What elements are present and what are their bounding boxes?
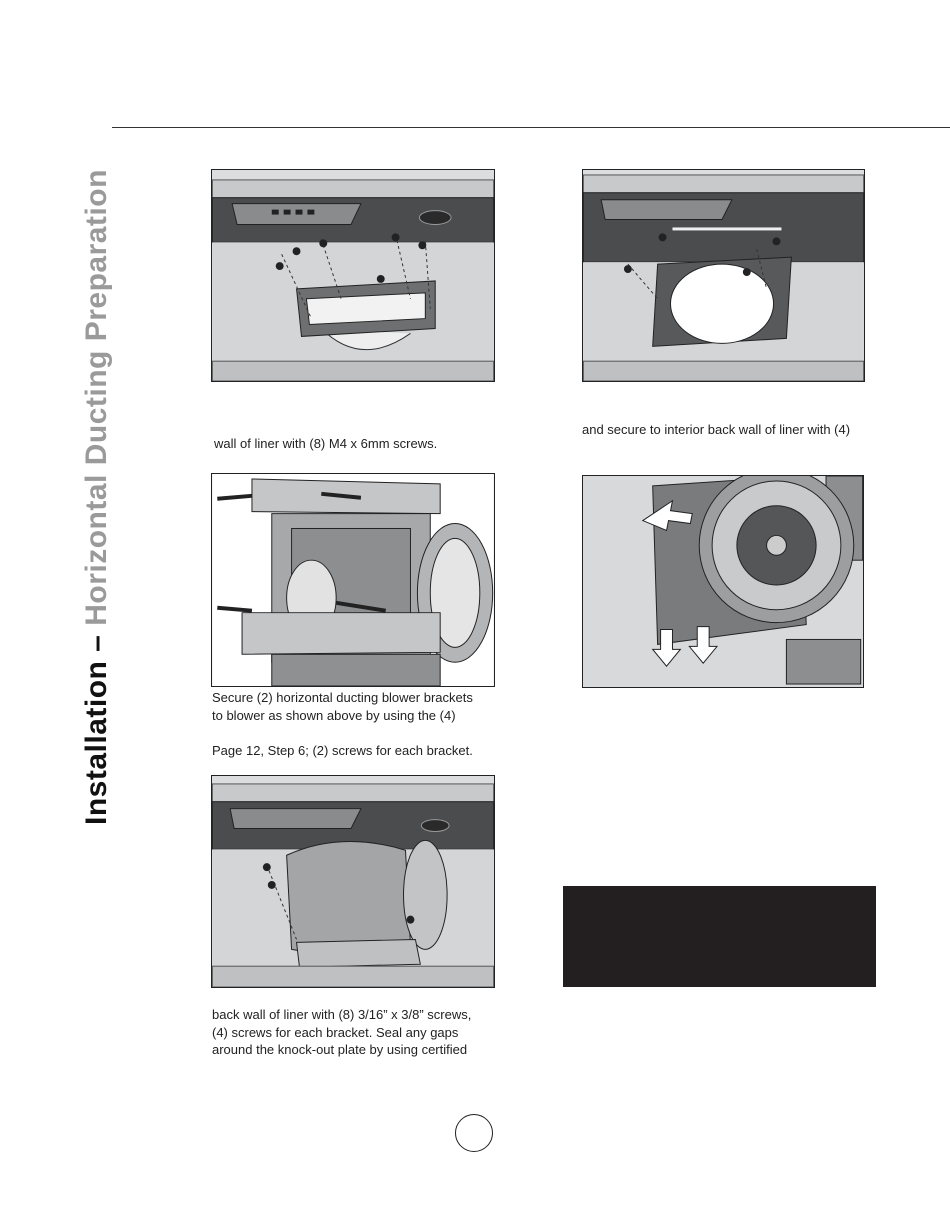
caption-line: and secure to interior back wall of liner with (4) bbox=[582, 422, 851, 437]
caption-line: around the knock-out plate by using certified bbox=[212, 1042, 468, 1057]
figure-3 bbox=[211, 473, 495, 687]
caption-line: Secure (2) horizontal ducting blower brackets bbox=[212, 690, 473, 705]
note-box bbox=[563, 886, 876, 987]
header-rule bbox=[112, 127, 950, 128]
duct-collar-plate-illustration bbox=[583, 170, 864, 381]
caption-figure-2 bbox=[582, 421, 850, 439]
caption-line: back wall of liner with (8) 3/16” x 3/8” screws, bbox=[212, 1007, 472, 1022]
figure-2 bbox=[582, 169, 865, 382]
caption-figure-1 bbox=[214, 435, 437, 453]
caption-line: (4) screws for each bracket. Seal any gaps bbox=[212, 1024, 459, 1040]
blower-rotation-illustration bbox=[583, 476, 863, 687]
caption-figure-3 bbox=[212, 689, 473, 759]
caption-line: wall of liner with (8) M4 x 6mm screws. bbox=[214, 436, 438, 451]
caption-line bbox=[212, 724, 473, 742]
caption-figure-5 bbox=[212, 1006, 471, 1059]
figure-4 bbox=[582, 475, 864, 688]
bracket-installation-illustration bbox=[212, 170, 494, 381]
section-title-main: Installation – bbox=[80, 625, 113, 825]
section-title-sub: Horizontal Ducting Preparation bbox=[80, 169, 113, 626]
blower-brackets-illustration bbox=[212, 474, 494, 686]
figure-5 bbox=[211, 775, 495, 988]
caption-line: to blower as shown above by using the (4) bbox=[212, 707, 456, 723]
section-title bbox=[80, 165, 114, 825]
blower-mounted-illustration bbox=[212, 776, 494, 987]
caption-line: Page 12, Step 6; (2) screws for each bracket. bbox=[212, 742, 473, 758]
figure-1 bbox=[211, 169, 495, 382]
page-number-circle bbox=[455, 1114, 493, 1152]
